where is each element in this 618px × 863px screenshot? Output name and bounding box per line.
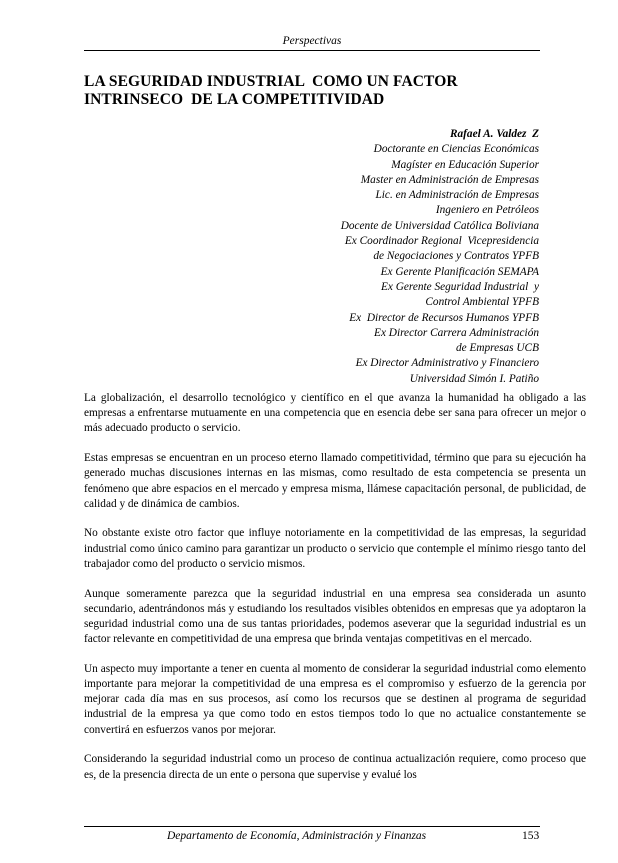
footer-rule bbox=[84, 826, 540, 827]
body-paragraph: La globalización, el desarrollo tecnológico y científico en el que avanza la humanidad ha obligado a las empresas a enfrentarse mutuamente en una competencia que en esencia debe ser sana para ofrecer un mejor o más adecuado producto o servicio. bbox=[84, 392, 586, 435]
author-credential: Ingeniero en Petróleos bbox=[435, 204, 539, 217]
author-credential: Ex Director de Recursos Humanos YPFB bbox=[349, 311, 539, 324]
footer-department: Departamento de Economía, Administración y Finanzas bbox=[167, 830, 427, 842]
author-credential: Ex Coordinador Regional Vicepresidencia bbox=[344, 235, 539, 248]
body-paragraph: No obstante existe otro factor que influye notoriamente en la competitividad de las empresas, la seguridad industrial como único camino para garantizar un producto o servicio que contemple el mínimo riesgo tanto del trabajador como del producto o servicio mismos. bbox=[84, 527, 586, 570]
author-credential: Ex Director Administrativo y Financiero bbox=[355, 357, 539, 370]
author-credential: Ex Gerente Planificación SEMAPA bbox=[380, 265, 539, 278]
title-line-1: LA SEGURIDAD INDUSTRIAL COMO UN FACTOR bbox=[84, 73, 458, 90]
author-credential: Control Ambiental YPFB bbox=[425, 296, 539, 309]
body-paragraph: Considerando la seguridad industrial como un proceso de continua actualización requiere, como proceso que es, de la presencia directa de un ente o persona que supervise y evalué los bbox=[84, 753, 586, 781]
page-number: 153 bbox=[522, 830, 540, 842]
body-paragraph: Aunque someramente parezca que la seguridad industrial en una empresa sea considerada un asunto secundario, adentrándonos más y estudiando los resultados visibles obtenidos en empresas que ya adoptaron la seguridad industrial como una de sus tantas prioridades, podemos aseverar que la seguridad industrial es un factor relevante en competitividad de una empresa que brinda ventajas competitivas en el mercado. bbox=[84, 587, 586, 646]
title-line-2: INTRINSECO DE LA COMPETITIVIDAD bbox=[84, 91, 385, 108]
author-name: Rafael A. Valdez Z bbox=[449, 128, 539, 140]
author-credential: Master en Administración de Empresas bbox=[360, 173, 539, 186]
author-credential: Doctorante en Ciencias Económicas bbox=[373, 143, 539, 156]
body-paragraph: Estas empresas se encuentran en un proceso eterno llamado competitividad, término que para su ejecución ha generado muchas discusiones internas en las mismas, como resultado de esta competencia se presenta un fenómeno que abre espacios en el mercado y empresa misma, llámese capacitación personal, de publicidad, de calidad y de dinámica de cambios. bbox=[84, 452, 586, 510]
author-credential: de Negociaciones y Contratos YPFB bbox=[373, 250, 539, 263]
author-block bbox=[341, 127, 539, 387]
article-title bbox=[84, 73, 554, 109]
author-credential: Lic. en Administración de Empresas bbox=[375, 189, 539, 202]
article-body bbox=[84, 391, 586, 797]
author-credential: Universidad Simón I. Patiño bbox=[409, 372, 539, 385]
author-credential: Ex Director Carrera Administración bbox=[374, 326, 539, 339]
author-credential: Ex Gerente Seguridad Industrial y bbox=[380, 280, 539, 293]
body-paragraph: Un aspecto muy importante a tener en cuenta al momento de considerar la seguridad industrial como elemento importante para mejorar la competitividad de una empresa es el compromiso y esfuerzo de la gerencia por mejorar cada día mas en sus procesos, así como los recursos que se destinen al programa de seguridad industrial de la empresa ya que como todo en estos tiempos todo lo que no actualice constantemente se convertirá en esfuerzos vanos por mejorar. bbox=[84, 662, 586, 736]
header-rule bbox=[84, 50, 540, 51]
running-header: Perspectivas bbox=[282, 35, 342, 47]
author-credential: Docente de Universidad Católica Boliviana bbox=[340, 219, 539, 232]
author-credential: de Empresas UCB bbox=[455, 342, 539, 355]
author-credential: Magíster en Educación Superior bbox=[391, 158, 539, 171]
